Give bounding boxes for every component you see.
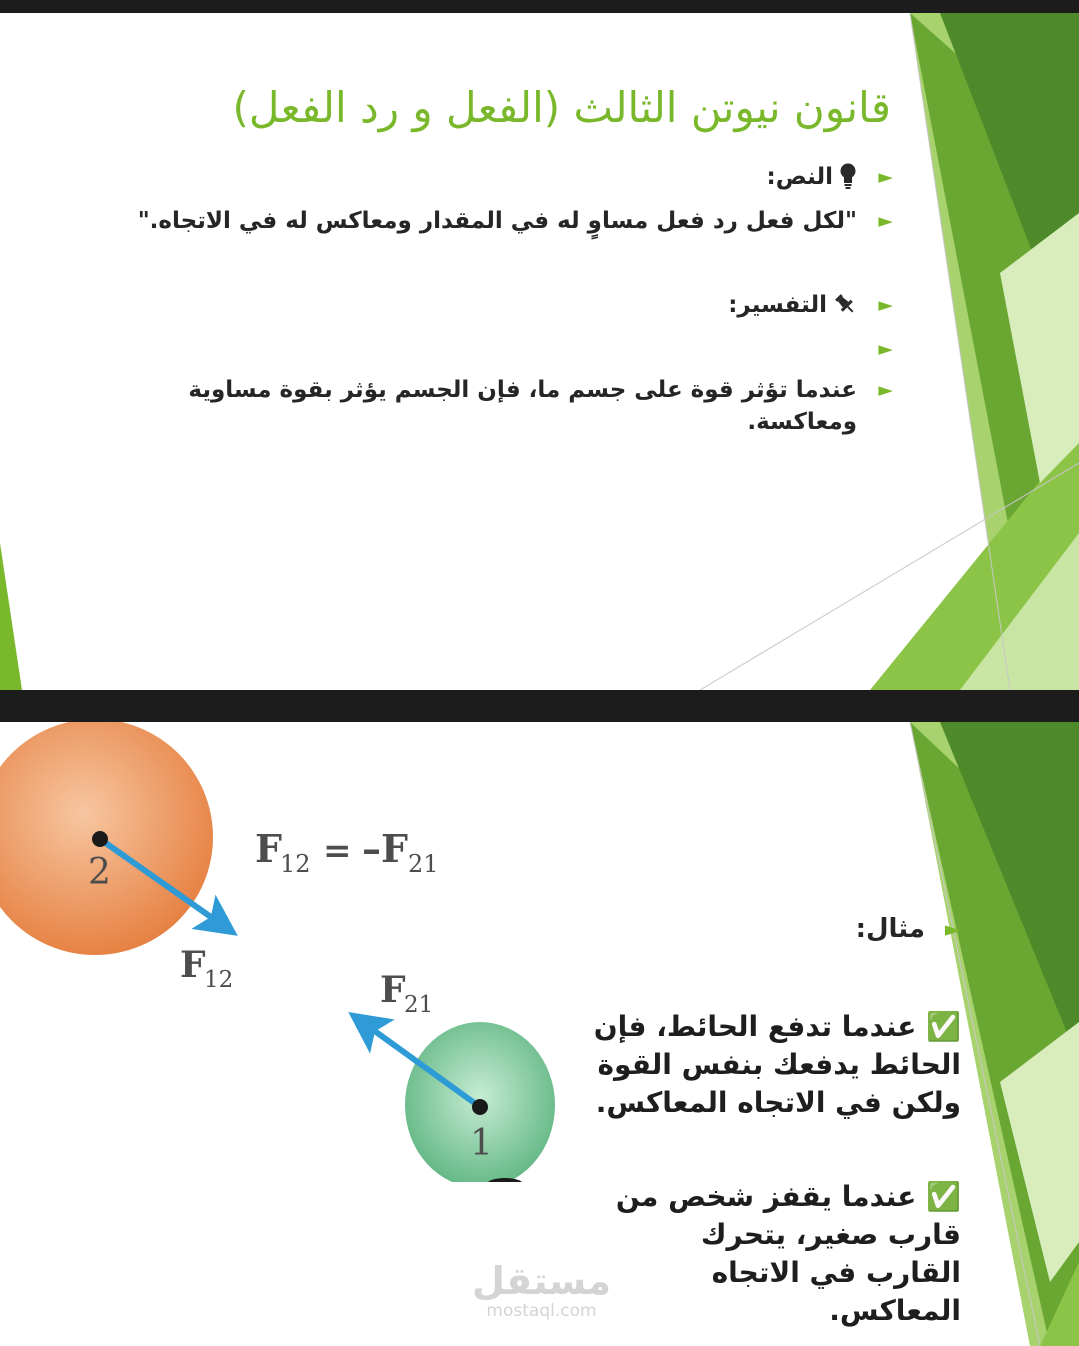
text-heading-label: النص: bbox=[766, 164, 833, 190]
ball-1-center-dot bbox=[472, 1099, 488, 1115]
bullet-arrow-icon: ► bbox=[878, 210, 893, 232]
bulb-icon bbox=[839, 163, 857, 189]
slide-examples bbox=[0, 722, 1079, 1346]
force-21-label-f: F bbox=[380, 969, 406, 1011]
bullet-explanation-heading bbox=[728, 289, 893, 321]
formula-sub-left: 12 bbox=[280, 850, 311, 878]
bullet-arrow-icon: ► bbox=[878, 294, 893, 316]
example-1 bbox=[581, 1008, 961, 1122]
ball-2-center-dot bbox=[92, 831, 108, 847]
bullet-list-statement bbox=[138, 205, 893, 237]
force-pair-diagram bbox=[0, 722, 560, 1182]
watermark-arabic: مستقل bbox=[472, 1259, 611, 1303]
slide-title: قانون نيوتن الثالث (الفعل و رد الفعل) bbox=[232, 83, 891, 132]
formula-f-left: F bbox=[255, 826, 282, 871]
law-statement: "لكل فعل رد فعل مساوٍ له في المقدار ومعاكس له في الاتجاه." bbox=[137, 208, 857, 234]
check-icon: ✅ bbox=[926, 1180, 961, 1213]
bullet-empty bbox=[849, 333, 893, 365]
ball-1-label: 1 bbox=[470, 1123, 493, 1164]
bullet-arrow-icon: ► bbox=[944, 917, 961, 941]
check-icon: ✅ bbox=[926, 1010, 961, 1043]
example-heading bbox=[856, 912, 961, 946]
bullet-statement bbox=[138, 205, 893, 237]
example-2 bbox=[601, 1178, 961, 1330]
bullet-arrow-icon: ► bbox=[878, 379, 893, 401]
pin-icon bbox=[833, 292, 857, 316]
bullet-text-heading bbox=[767, 161, 893, 193]
bullet-arrow-icon: ► bbox=[878, 166, 893, 188]
ball-2-label: 2 bbox=[88, 852, 111, 893]
middle-dark-bar bbox=[0, 690, 1079, 722]
formula bbox=[255, 826, 439, 878]
force-12-label-sub: 12 bbox=[204, 967, 234, 993]
force-12-label-f: F bbox=[180, 944, 206, 986]
bullet-explanation bbox=[173, 374, 893, 438]
example-1-text: عندما تدفع الحائط، فإن الحائط يدفعك بنفس القوة ولكن في الاتجاه المعاكس. bbox=[593, 1010, 961, 1119]
bullet-arrow-icon: ► bbox=[878, 338, 893, 360]
formula-sub-right: 21 bbox=[408, 850, 439, 878]
example-heading-list bbox=[856, 912, 961, 946]
formula-equals: = bbox=[323, 831, 352, 871]
force-21-label-sub: 21 bbox=[404, 992, 434, 1018]
watermark-latin: mostaql.com bbox=[486, 1301, 597, 1321]
formula-f-right: –F bbox=[362, 826, 408, 871]
bullet-list-explanation-heading bbox=[728, 289, 893, 321]
watermark bbox=[472, 1260, 611, 1320]
bullet-list-text bbox=[767, 161, 893, 193]
bullet-list-empty bbox=[849, 333, 893, 365]
bullet-list-explanation bbox=[173, 374, 893, 438]
explanation-text: عندما تؤثر قوة على جسم ما، فإن الجسم يؤثر بقوة مساوية ومعاكسة. bbox=[188, 377, 857, 435]
example-2-text: عندما يقفز شخص من قارب صغير، يتحرك القارب في الاتجاه المعاكس. bbox=[615, 1180, 961, 1327]
explanation-heading-label: التفسير: bbox=[728, 292, 827, 318]
example-heading-label: مثال: bbox=[855, 914, 925, 944]
empty-bullet-text bbox=[849, 336, 857, 362]
slide-newton-third-law bbox=[0, 13, 1079, 690]
top-dark-bar bbox=[0, 0, 1079, 13]
